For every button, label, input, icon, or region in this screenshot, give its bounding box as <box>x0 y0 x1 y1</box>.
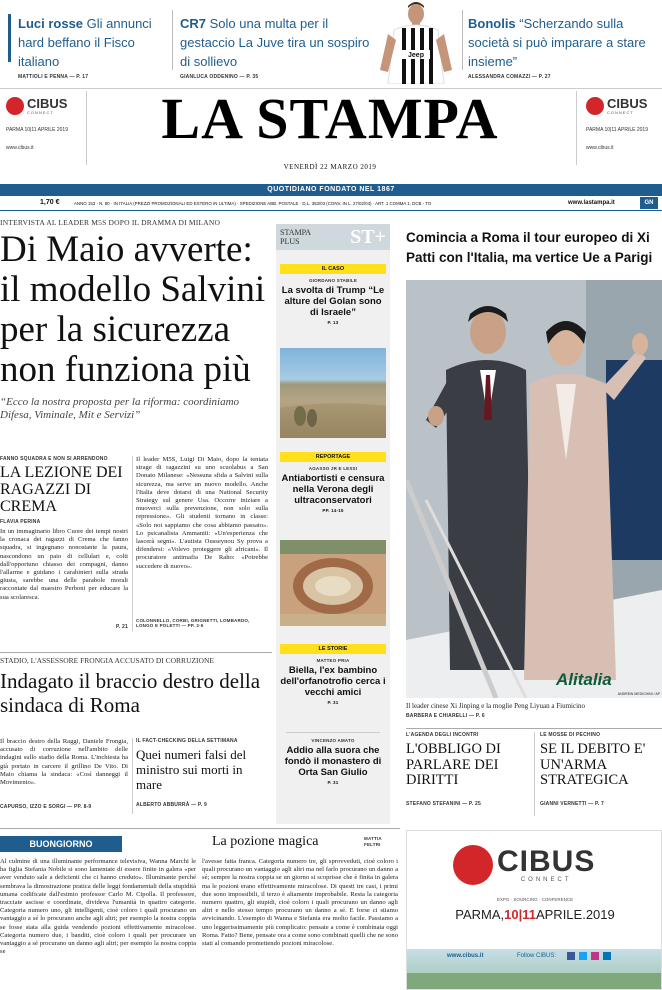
divider <box>462 10 463 70</box>
crema-column[interactable] <box>0 456 128 636</box>
buongiorno-title: La pozione magica <box>212 834 319 849</box>
plus-ref: PP. 14-15 <box>322 508 344 513</box>
ad-place: PARMA, <box>455 907 505 922</box>
teaser-byline: ALESSANDRA COMAZZI — P. 27 <box>468 74 551 80</box>
ad-date <box>407 907 662 922</box>
second-body-col <box>0 738 128 810</box>
plus-tag: LE STORIE <box>280 644 386 654</box>
info-text: ANNO 153 · N. 80 · IN ITALIA (PREZZI PROMOZIONALI ED ESTERO IN ULTIMA) · SPEDIZIONE ABB. POSTALE · D.L. 353/03 (CONV. IN L. 27/02/04) · ART. 1 COMMA 1, DCB - TO <box>74 201 432 206</box>
cibus-ad[interactable] <box>406 830 662 990</box>
lead-kicker: INTERVISTA AL LEADER M5S DOPO IL DRAMMA DI MILANO <box>0 218 221 227</box>
gn-logo-icon: GN <box>640 197 658 209</box>
ad-brand: CIBUS <box>27 96 68 111</box>
fc-byline: ALBERTO ABBURRÀ — P. 9 <box>136 802 207 808</box>
stampa-plus-label: STAMPA PLUS <box>280 228 311 246</box>
fact-check[interactable] <box>136 738 268 808</box>
xi-photo <box>406 280 662 698</box>
divider <box>132 456 133 631</box>
teaser-byline: GIANLUCA ODDENINO — P. 35 <box>180 74 259 80</box>
ad-tagline: EXPO · SOURCING · CONFERENCE <box>496 897 574 902</box>
lead-body-col <box>136 456 268 636</box>
plus-tag: REPORTAGE <box>280 452 386 462</box>
opinion-kicker: L'AGENDA DEGLI INCONTRI <box>406 732 479 738</box>
ad-bottom-strip <box>407 949 661 989</box>
divider <box>534 732 535 816</box>
second-headline: Indagato il braccio destro della sindaca di Roma <box>0 669 261 717</box>
stampa-plus-column <box>276 224 390 824</box>
masthead <box>0 88 662 184</box>
stampa-plus-logo: ST+ <box>350 225 386 248</box>
lead-byline: COLONNELLO, CORBI, GRIGNETTI, LOMBARDO, LONGO E POLETTI — PP. 2-5 <box>136 618 250 628</box>
divider <box>0 828 400 829</box>
teaser-title: Bonolis <box>468 16 516 31</box>
ad-url: www.cibus.it <box>586 145 614 151</box>
ad-place: PARMA 10|11 APRILE 2019 <box>586 127 648 133</box>
plus-title: Addio alla suora che fondò il monastero di Orta San Giulio <box>284 745 382 778</box>
opinion-title: SE IL DEBITO E' UN'ARMA STRATEGICA <box>540 741 646 788</box>
opinion-left[interactable] <box>406 732 530 822</box>
buongiorno-author: MATTIA FELTRI <box>364 836 382 847</box>
buongiorno-col2: l'avesse fatta franca. Categoria numero tre, gli sprovveduti, cioè coloro i quali procurano un vantaggio agli altri ma nel farlo procurano un danno a sé; sempre la nostra coppia se un giorno si scoprisse che è finita in galera ma le pozioni erano effettivamente miracolose. Di questi tre casi, i primi due sono impossibili, il terzo è altamente improbabile. Resta la categoria numero quattro, gli stupidi, cioè coloro i quali procurano un danno agli altri e nello stesso tempo procurano un danno a sé. E forse ci stiamo avvicinando. L'esempio di Wanna e Stefania era molto facile. Passiamo a uno leggerissimamente più complicato: pensate a come è combinata oggi Roma. Fatto? Bene, pensate ora a come sono combinati quelli che ne sono stati al comando promettendo pozioni miracolose. <box>202 858 398 948</box>
info-line <box>0 197 662 211</box>
buongiorno-label: BUONGIORNO <box>0 836 122 852</box>
teaser-text: Solo una multa per il gestaccio La Juve tira un sospiro di sollievo <box>180 16 370 69</box>
newspaper-title: LA STAMPA <box>161 86 499 151</box>
ad-landscape <box>407 973 661 989</box>
plane-livery: Alitalia <box>556 670 612 689</box>
second-byline: CAPURSO, IZZO E SORGI — PP. 8-9 <box>0 804 92 810</box>
ad-place: PARMA 10|11 APRILE 2019 <box>6 127 68 133</box>
column-author: FLAVIA PERINA <box>0 519 41 525</box>
cibus-logo-icon <box>453 845 493 885</box>
ad-brand: CIBUS <box>497 845 596 878</box>
second-body: Il braccio destro della Raggi, Daniele Frongia, accusato di corruzione nell'ambito delle indagini sullo stadio della Roma. L'inchiesta ha già portato in carcere il grillino De Vito. Di Maio chiama la sindaca: «Così danneggi il Movimento». <box>0 738 128 787</box>
opinion-right[interactable] <box>540 732 662 822</box>
cibus-logo-icon <box>586 97 604 115</box>
ad-sub: CONNECT <box>520 877 572 883</box>
fc-kicker: IL FACT-CHECKING DELLA SETTIMANA <box>136 738 238 744</box>
divider <box>172 10 173 70</box>
photo-credit: ANDREW MEDICHINI / AP <box>617 692 660 696</box>
second-story[interactable] <box>0 656 272 816</box>
plus-author: VINCENZO AMATO <box>311 738 355 743</box>
ad-brand: CIBUS <box>607 96 648 111</box>
plus-item[interactable] <box>276 738 390 785</box>
svg-text:Jeep: Jeep <box>408 52 424 59</box>
teaser-bar <box>0 0 662 84</box>
cibus-logo-icon <box>6 97 24 115</box>
column-ref: P. 21 <box>115 624 128 630</box>
lead-body: Il leader M5S, Luigi Di Maio, dopo la tentata strage di ragazzini su uno scuolabus a San Donato Milanese: «Nessuna sfida a Salvini sulla sicurezza, ma serve un nuovo modello. Anche l'Italia deve dotarsi di una National Security Strategy sul genere Usa. Occorre iniziare a muoverci sulla prevenzione, non solo sulla repressione». Gli studenti tornano in classe: «Solo noi sappiamo che cosa abbiamo passato». Lo psicanalista Ammaniti: «Un'esperienza che lascerà segni». L'autista Ousseynou Sy prova a difendersi: «Volevo proteggere gli africani». Il procuratore antimafia De Raho: «Potrebbe succedere di nuovo». <box>136 456 268 570</box>
lead-deck: “Ecco la nostra proposta per la riforma: coordiniamo Difesa, Viminale, Mit e Servizi” <box>0 396 240 421</box>
plus-item[interactable] <box>276 452 390 513</box>
teaser-title: Luci rosse <box>18 16 84 31</box>
column-body: In un immaginario libro Cuore dei tempi nostri la cronaca dei ragazzi di Crema che fanno squadra, si ingegnano nonostante la paura, nascondono un paio di cellulari e, colti dall'opportuno chiasso dei compagni, danno l'allarme e guidano i carabinieri sulla strada giusta, sarebbe una delle parabole morali raccontate dal maestro Perboni per educare la sua scolaresca. <box>0 528 128 601</box>
site-url[interactable]: www.lastampa.it <box>568 200 615 206</box>
plus-author: MATTEO PRIA <box>316 658 350 663</box>
column-title: LA LEZIONE DEI RAGAZZI DI CREMA <box>0 464 123 515</box>
plus-title: Antiabortisti e censura nella Verona degli ultraconservatori <box>281 473 385 506</box>
divider <box>132 738 133 814</box>
plus-tag: IL CASO <box>280 264 386 274</box>
twitter-icon[interactable] <box>579 952 587 960</box>
lead-story[interactable] <box>0 218 270 638</box>
plus-item[interactable] <box>276 264 390 325</box>
xi-byline: BARBERA E CHIARELLI — P. 6 <box>406 713 485 719</box>
ad-ear-left[interactable] <box>6 97 80 161</box>
teaser-cr7[interactable] <box>180 14 370 80</box>
lead-headline: Di Maio avverte: il modello Salvini per la sicurezza non funziona più <box>0 229 266 390</box>
ad-sub: CONNECT <box>607 110 634 115</box>
buongiorno[interactable] <box>0 834 400 990</box>
divider <box>286 732 380 733</box>
opinion-byline: GIANNI VERNETTI — P. 7 <box>540 800 605 807</box>
plus-ref: P. 13 <box>327 320 339 325</box>
verona-arena-photo <box>280 540 386 626</box>
plus-title: La svolta di Trump “Le alture del Golan sono di Israele” <box>281 285 385 318</box>
instagram-icon[interactable] <box>591 952 599 960</box>
divider <box>0 652 272 653</box>
plus-author: GIORDANO STABILE <box>308 278 358 283</box>
buongiorno-col1: Al culmine di una illuminante performance televisiva, Wanna Marchi le ha figlia Stefania Nobile si sono lamentate di essere finite in galera «per aver venduto sale a deficienti che ci hanno creduto». Illuminante perché sembrava la dimostrazione pratica delle leggi fondamentali della stupidità umana codificate dall'esimio professor Carlo M. Cipolla. Il professore, tracciate ascisse e coordinate, divideva l'umanità in quattro categorie. Categoria numero uno, gli intelligenti, cioè coloro i quali procurano un vantaggio a sé lo procurano anche agli altri; per esempio la nostra coppia se fosse stata alla guida vendendo pozioni effettivamente miracolose. Categoria numero due, i banditi, cioè coloro i quali per procurare un vantaggio a sé procurano un danno agli altri; per esempio la nostra coppia se <box>0 858 196 956</box>
tagline: QUOTIDIANO FONDATO NEL 1867 <box>267 186 395 193</box>
ad-url[interactable]: www.cibus.it <box>447 953 484 959</box>
column-kicker: FANNO SQUADRA E NON SI ARRENDONO <box>0 456 108 462</box>
plus-author: AGASSO JR E LESSI <box>308 466 358 471</box>
plus-title: Biella, l'ex bambino dell'orfanotrofio cerca i vecchi amici <box>280 665 386 698</box>
plus-ref: P. 31 <box>327 700 339 705</box>
ad-url: www.cibus.it <box>6 145 34 151</box>
teaser-text: “Scherzando sulla società si può imparare a stare insieme” <box>468 16 646 69</box>
teaser-luci-rosse[interactable] <box>8 14 168 80</box>
ad-follow: Follow CIBUS: <box>517 953 557 959</box>
second-kicker: STADIO, L'ASSESSORE FRONGIA ACCUSATO DI CORRUZIONE <box>0 656 214 665</box>
linkedin-icon[interactable] <box>603 952 611 960</box>
plus-item[interactable] <box>276 644 390 705</box>
divider <box>406 728 662 729</box>
teaser-rule <box>8 14 11 62</box>
opinion-byline: STEFANO STEFANINI — P. 25 <box>406 800 481 807</box>
xi-story[interactable] <box>406 228 662 728</box>
fc-title: Quei numeri falsi del ministro sui morti in mare <box>136 747 247 792</box>
divider <box>86 91 87 165</box>
teaser-bonolis[interactable] <box>468 14 654 80</box>
opinion-title: L'OBBLIGO DI PARLARE DEI DIRITTI <box>406 741 501 788</box>
tagline-bar <box>0 184 662 196</box>
price: 1,70 € <box>40 199 60 206</box>
facebook-icon[interactable] <box>567 952 575 960</box>
issue-date: VENERDÌ 22 MARZO 2019 <box>283 163 377 171</box>
plus-ref: P. 31 <box>327 780 339 785</box>
xi-headline: Comincia a Roma il tour europeo di Xi Patti con l'Italia, ma vertice Ue a Parigi <box>406 230 653 265</box>
xi-caption: Il leader cinese Xi Jinping e la moglie Peng Liyuan a Fiumicino <box>406 702 586 710</box>
teaser-text: Gli annunci hard beffano il Fisco italiano <box>18 16 152 69</box>
teaser-title: CR7 <box>180 16 207 31</box>
ad-ear-right[interactable] <box>586 97 660 161</box>
opinion-kicker: LE MOSSE DI PECHINO <box>540 732 601 738</box>
ad-sub: CONNECT <box>27 110 54 115</box>
teaser-byline: MATTIOLI E PENNA — P. 17 <box>18 74 89 80</box>
ad-days: 10|11 <box>504 907 536 922</box>
golan-photo <box>280 348 386 438</box>
divider <box>576 91 577 165</box>
ad-month: APRILE.2019 <box>535 907 615 922</box>
cr7-photo <box>378 0 454 84</box>
